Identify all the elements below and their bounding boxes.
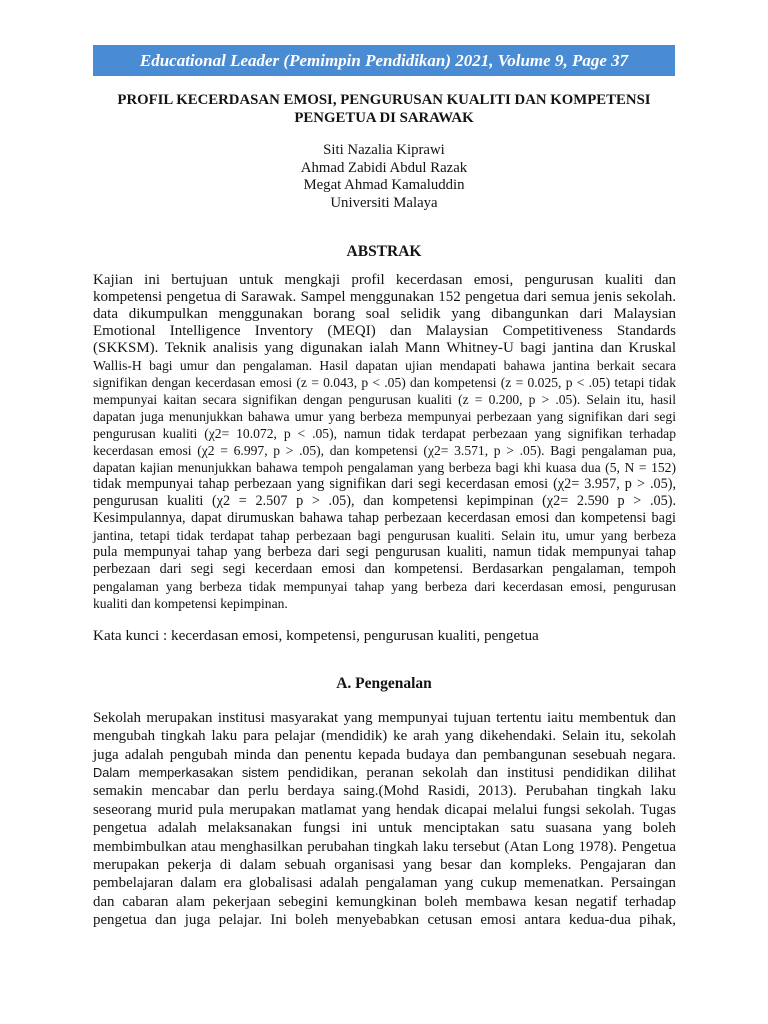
abstract-body (93, 272, 676, 612)
abstract-line: signifikan dengan kecerdasan emosi (z = 0.043, p < .05) dan kompetensi (z = 0.025, p < .05) tetapi tidak (93, 375, 676, 390)
abstract-line: tidak mempunyai tahap perbezaan yang signifikan dari segi kecerdasan emosi (χ2= 3.957, p > .05), (93, 476, 676, 492)
abstract-line: (SKKSM). Teknik analisis yang digunakan ialah Mann Whitney-U bagi jantina dan Kruskal (93, 340, 676, 356)
body-line: membimbulkan atau menghasilkan perubahan tingkah laku tersebut (Atan Long 1978). Pengetua (93, 838, 676, 855)
body-line: seseorang murid pula merupakan matlamat yang hendak dicapai melalui fungsi sekolah. Tugas (93, 801, 676, 818)
abstract-line: data dikumpulkan menggunakan borang soal selidik yang dibangunkan dari Malaysian (93, 306, 676, 322)
body-line: dan cabaran alam pekerjaan sebegini kemungkinan boleh membawa kesan negatif terhadap (93, 893, 676, 910)
body-line: pembelajaran dalam era globalisasi adalah pengalaman yang cukup memenatkan. Persaingan (93, 875, 676, 892)
abstract-line: kecerdasan emosi (χ2 = 6.997, p > .05), dan kompetensi (χ2= 3.571, p > .05). Bagi pengalaman pua, (93, 443, 676, 458)
author-block (93, 142, 675, 212)
paper-title-line-1: PROFIL KECERDASAN EMOSI, PENGURUSAN KUALITI DAN KOMPETENSI (117, 92, 651, 108)
abstract-line: pula mempunyai tahap yang berbeza dari segi pengurusan kualiti, namun tidak mempunyai tahap (93, 544, 676, 560)
body-line: pengetua adalah melaksanakan fungsi ini untuk menciptakan satu suasana yang boleh (93, 820, 676, 837)
body-line: juga adalah pengubah minda dan penentu kepada budaya dan pembangunan sesebuah negara. (93, 746, 676, 763)
abstract-line: Emotional Intelligence Inventory (MEQI) dan Malaysian Competitiveness Standards (93, 323, 676, 339)
author-affiliation: Universiti Malaya (330, 194, 438, 211)
body-line: Sekolah merupakan institusi masyarakat yang mempunyai tujuan tertentu iaitu membentuk dan (93, 710, 676, 726)
author-name: Siti Nazalia Kiprawi (323, 142, 445, 158)
body-line (93, 764, 676, 782)
body-line: pengetua dan juga pelajar. Ini boleh menyebabkan cetusan emosi antara kedua-dua pihak, (93, 911, 676, 928)
section-heading-introduction: A. Pengenalan (336, 675, 432, 692)
abstract-line: kualiti dan kompetensi kepimpinan. (93, 596, 288, 611)
journal-header-banner: Educational Leader (Pemimpin Pendidikan) 2021, Volume 9, Page 37 (93, 45, 675, 76)
author-name: Ahmad Zabidi Abdul Razak (300, 159, 468, 176)
introduction-body (93, 709, 676, 929)
body-line: merupakan pekerja di dalam sebuah organisasi yang besar dan kompleks. Pengajaran dan (93, 856, 676, 873)
abstract-line: pengurusan kualiti (χ2 = 2.507 p > .05), dan kompetensi kepimpinan (χ2= 2.590 p > .05). (93, 493, 676, 509)
abstract-heading: ABSTRAK (346, 243, 422, 260)
abstract-line: dapatan juga menunjukkan bahawa umur yang berbeza mempunyai perbezaan yang signifikan dari segi (93, 409, 676, 424)
abstract-line: pengurusan kualiti (χ2= 10.072, p < .05), namun tidak terdapat perbezaan yang signifikan terhadap (93, 426, 676, 441)
abstract-line: perbezaan dari segi segi kecerdaan emosi dan kompetensi. Berdasarkan pengalaman, tempoh (93, 561, 676, 577)
abstract-line: Kesimpulannya, dapat dirumuskan bahawa tahap perbezaan kecerdasan emosi dan kompetensi bagi (93, 510, 676, 526)
abstract-line: jantina, tetapi tidak terdapat tahap perbezaan bagi pengurusan kualiti. Selain itu, umur yang berbeza (93, 528, 676, 543)
abstract-line: pengalaman yang berbeza tidak mempunyai tahap yang berbeza dari kecerdasan emosi, pengurusan (93, 579, 676, 594)
author-name: Megat Ahmad Kamaluddin (303, 177, 465, 193)
abstract-line: mempunyai kaitan secara signifikan dengan pengurusan kualiti (z = 0.200, p > .05). Selain itu, hasil (93, 392, 676, 407)
abstract-line: kompetensi pengetua di Sarawak. Sampel menggunakan 152 pengetua dari semua jenis sekolah. (93, 289, 676, 305)
keywords-line: Kata kunci : kecerdasan emosi, kompetensi, pengurusan kualiti, pengetua (93, 627, 539, 644)
abstract-line: dapatan kajian menunjukkan bahawa tempoh pengalaman yang berbeza bagi khi kuasa dua (5, N = 152) (93, 460, 676, 475)
body-line: mengubah tingkah laku para pelajar (mendidik) ke arah yang dikehendaki. Selain itu, sekolah (93, 728, 676, 745)
paper-title (60, 91, 708, 127)
abstract-line: Wallis-H bagi umur dan pengalaman. Hasil dapatan ujian mendapati bahawa jantina berkait secara (93, 358, 676, 373)
body-line: semakin mencabar dan perlu berdaya saing.(Mohd Rasidi, 2013). Perubahan tingkah laku (93, 783, 676, 800)
body-line-serif-run: pendidikan, peranan sekolah dan institusi pendidikan dilihat (287, 765, 676, 782)
abstract-line: Kajian ini bertujuan untuk mengkaji profil kecerdasan emosi, pengurusan kualiti dan (93, 272, 676, 288)
paper-title-line-2: PENGETUA DI SARAWAK (294, 110, 474, 126)
body-line-sans-run: Dalam memperkasakan sistem (93, 765, 279, 781)
